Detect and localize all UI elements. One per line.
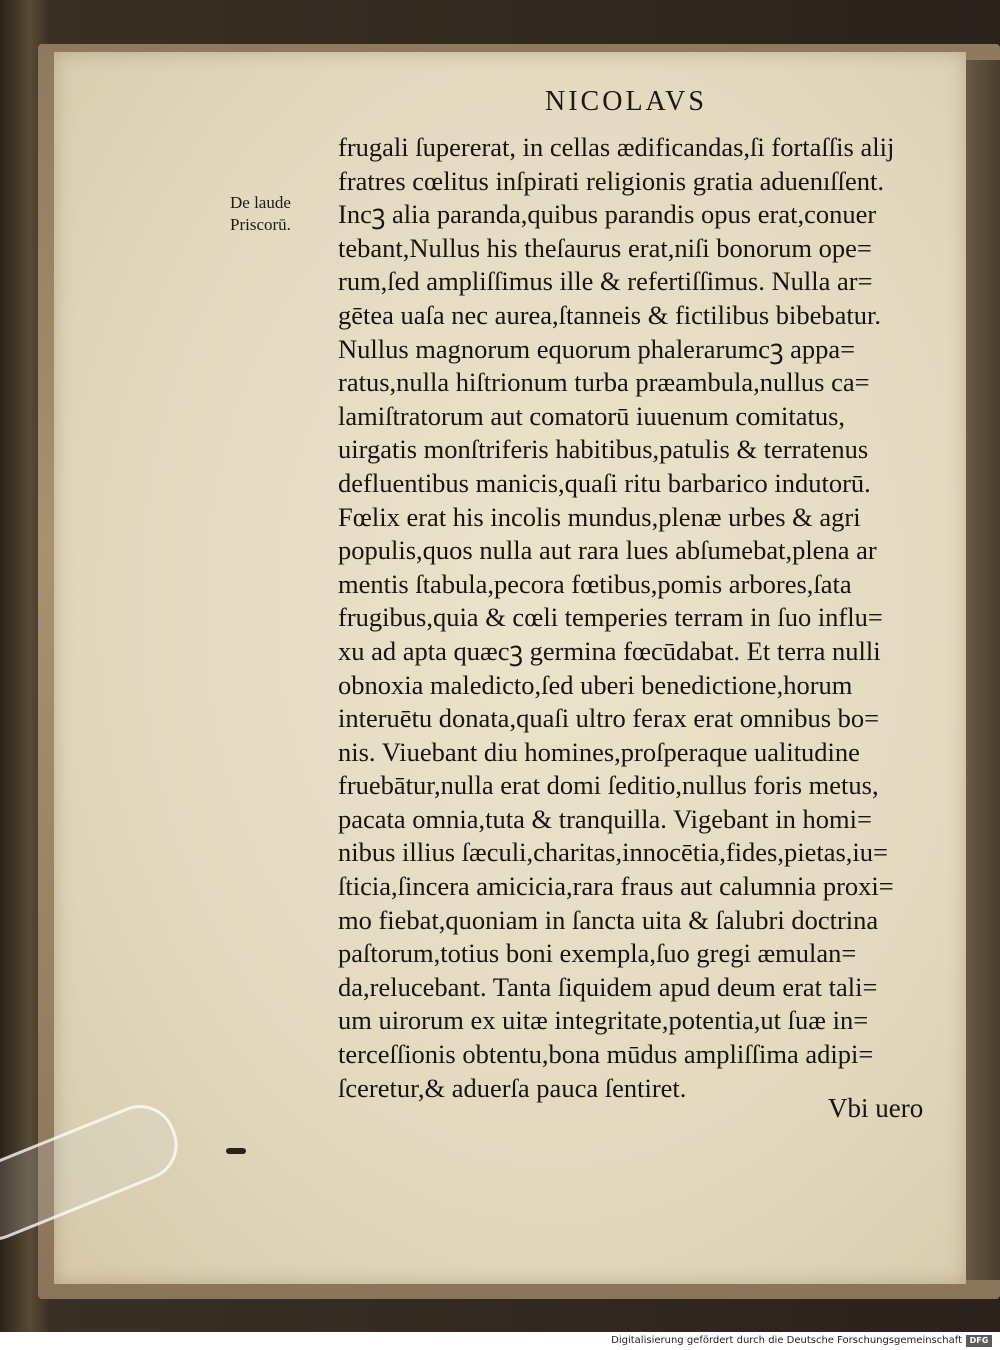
text-line: gētea uaſa nec aurea,ſtanneis & fictilibus bibebatur. xyxy=(338,299,882,330)
text-line: fruebātur,nulla erat domi ſeditio,nullus foris metus, xyxy=(338,770,879,801)
text-line: nibus illius ſæculi,charitas,innocētia,fides,pietas,iu= xyxy=(338,837,888,868)
text-line: uirgatis monſtriferis habitibus,patulis & terratenus xyxy=(338,434,869,465)
marginal-note xyxy=(230,192,330,236)
text-line: ſceretur,& aduerſa pauca ſentiret. xyxy=(338,1072,687,1103)
text-line: nis. Viuebant diu homines,proſperaque ualitudine xyxy=(338,736,860,767)
dfg-logo: DFG xyxy=(966,1335,992,1347)
marginal-note-line: De laude xyxy=(230,193,291,212)
text-line: um uirorum ex uitæ integritate,potentia,ut ſuæ in= xyxy=(338,1005,869,1036)
text-line: frugali ſupererat, in cellas ædificandas,ſi fortaſſis alij xyxy=(338,132,895,162)
text-line: ratus,nulla hiſtrionum turba præambula,nullus ca= xyxy=(338,367,870,398)
footer-credit: Digitalisierung gefördert durch die Deutsche Forschungsgemeinschaft xyxy=(611,1335,962,1346)
text-line: obnoxia maledicto,ſed uberi benedictione,horum xyxy=(338,669,853,700)
text-line: mo fiebat,quoniam in ſancta uita & ſalubri doctrina xyxy=(338,904,879,935)
page-edge xyxy=(965,60,1000,1280)
text-line: defluentibus manicis,quaſi ritu barbarico indutorū. xyxy=(338,467,871,498)
text-line: fratres cœlitus inſpirati religionis gratia aduenıſſent. xyxy=(338,165,885,196)
text-line: ſticia,ſincera amicicia,rara fraus aut calumnia proxi= xyxy=(338,871,894,902)
text-line: Incꝫ alia paranda,quibus parandis opus erat,conuer xyxy=(338,199,877,230)
text-line: interuētu donata,quaſi ultro ferax erat omnibus bo= xyxy=(338,703,880,734)
text-line: Fœlix erat his incolis mundus,plenæ urbes & agri xyxy=(338,501,861,532)
text-line: xu ad apta quæcꝫ germina fœcūdabat. Et terra nulli xyxy=(338,635,881,666)
running-head: NICOLAVS xyxy=(545,86,707,117)
text-line: frugibus,quia & cœli temperies terram in ſuo influ= xyxy=(338,602,883,633)
text-line: da,relucebant. Tanta ſiquidem apud deum erat tali= xyxy=(338,971,878,1002)
text-line: Nullus magnorum equorum phalerarumcꝫ appa= xyxy=(338,333,856,364)
text-line: rum,ſed ampliſſimus ille & refertiſſimus. Nulla ar= xyxy=(338,266,873,297)
text-line: terceſſionis obtentu,bona mūdus ampliſſima adipi= xyxy=(338,1039,874,1070)
marginal-note-line: Priscorū. xyxy=(230,215,291,234)
text-line: mentis ſtabula,pecora fœtibus,pomis arbores,ſata xyxy=(338,568,852,599)
text-line: populis,quos nulla aut rara lues abſumebat,plena ar xyxy=(338,535,877,566)
text-line: paſtorum,totius boni exempla,ſuo gregi æmulan= xyxy=(338,938,857,969)
text-line: tebant,Nullus his theſaurus erat,niſi bonorum ope= xyxy=(338,232,872,263)
footer-bar xyxy=(0,1332,1000,1350)
ink-speck xyxy=(226,1148,246,1154)
catchword: Vbi uero xyxy=(828,1093,924,1123)
text-line: pacata omnia,tuta & tranquilla. Vigebant in homi= xyxy=(338,803,872,834)
text-line: lamiſtratorum aut comatorū iuuenum comitatus, xyxy=(338,400,846,431)
body-text xyxy=(338,131,953,1105)
